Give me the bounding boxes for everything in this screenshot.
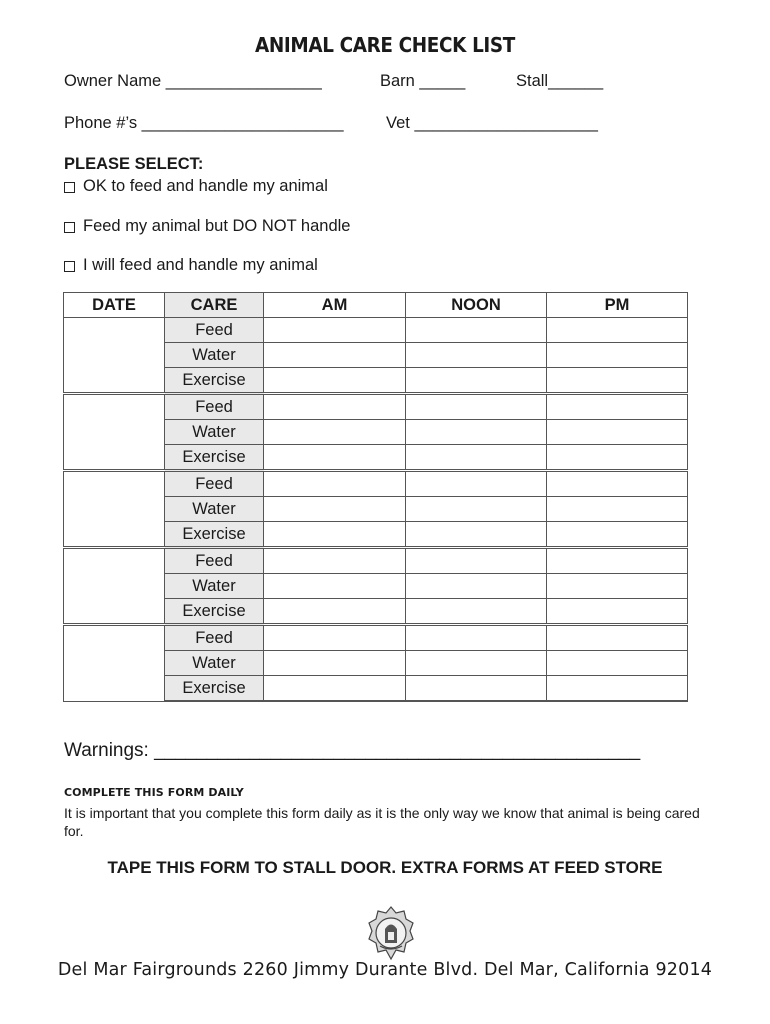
header-pm: PM (547, 293, 688, 318)
option-label: OK to feed and handle my animal (83, 177, 328, 195)
vet-field[interactable]: Vet ____________________ (386, 114, 598, 132)
checkbox-icon[interactable] (64, 182, 75, 193)
pm-check-cell[interactable] (547, 676, 688, 702)
table-row (64, 471, 688, 497)
pm-check-cell[interactable] (547, 394, 688, 420)
noon-check-cell[interactable] (406, 497, 547, 522)
warnings-field[interactable]: Warnings: ______________________________________________ (64, 740, 641, 761)
checkbox-icon[interactable] (64, 261, 75, 272)
noon-check-cell[interactable] (406, 651, 547, 676)
noon-check-cell[interactable] (406, 548, 547, 574)
am-check-cell[interactable] (264, 676, 406, 702)
care-item-cell: Feed (165, 471, 264, 497)
care-item-cell: Feed (165, 548, 264, 574)
date-cell[interactable] (64, 471, 165, 548)
noon-check-cell[interactable] (406, 522, 547, 548)
pm-check-cell[interactable] (547, 574, 688, 599)
pm-check-cell[interactable] (547, 497, 688, 522)
care-table (63, 292, 688, 702)
care-item-cell: Exercise (165, 368, 264, 394)
am-check-cell[interactable] (264, 497, 406, 522)
noon-check-cell[interactable] (406, 599, 547, 625)
complete-daily-text: It is important that you complete this form daily as it is the only way we know that animal is being cared for. (64, 805, 700, 839)
header-care: CARE (165, 293, 264, 318)
noon-check-cell[interactable] (406, 394, 547, 420)
phone-field[interactable]: Phone #’s ______________________ (64, 114, 344, 132)
date-cell[interactable] (64, 625, 165, 702)
am-check-cell[interactable] (264, 471, 406, 497)
header-noon: NOON (406, 293, 547, 318)
noon-check-cell[interactable] (406, 445, 547, 471)
care-item-cell: Water (165, 343, 264, 368)
care-item-cell: Feed (165, 625, 264, 651)
noon-check-cell[interactable] (406, 625, 547, 651)
date-cell[interactable] (64, 318, 165, 394)
am-check-cell[interactable] (264, 548, 406, 574)
checkbox-icon[interactable] (64, 222, 75, 233)
care-item-cell: Water (165, 497, 264, 522)
care-item-cell: Water (165, 651, 264, 676)
am-check-cell[interactable] (264, 394, 406, 420)
noon-check-cell[interactable] (406, 676, 547, 702)
complete-daily-heading: COMPLETE THIS FORM DAILY (64, 786, 244, 799)
am-check-cell[interactable] (264, 368, 406, 394)
noon-check-cell[interactable] (406, 471, 547, 497)
care-item-cell: Feed (165, 318, 264, 343)
am-check-cell[interactable] (264, 343, 406, 368)
care-item-cell: Feed (165, 394, 264, 420)
am-check-cell[interactable] (264, 420, 406, 445)
pm-check-cell[interactable] (547, 522, 688, 548)
pm-check-cell[interactable] (547, 471, 688, 497)
barn-field[interactable]: Barn _____ (380, 72, 466, 90)
table-row (64, 394, 688, 420)
noon-check-cell[interactable] (406, 420, 547, 445)
care-item-cell: Exercise (165, 522, 264, 548)
noon-check-cell[interactable] (406, 368, 547, 394)
noon-check-cell[interactable] (406, 343, 547, 368)
pm-check-cell[interactable] (547, 445, 688, 471)
table-row (64, 548, 688, 574)
pm-check-cell[interactable] (547, 318, 688, 343)
footer-address: Del Mar Fairgrounds 2260 Jimmy Durante Blvd. Del Mar, California 92014 (57, 960, 713, 980)
am-check-cell[interactable] (264, 445, 406, 471)
owner-name-field[interactable]: Owner Name _________________ (64, 72, 322, 90)
header-date: DATE (64, 293, 165, 318)
care-item-cell: Water (165, 574, 264, 599)
pm-check-cell[interactable] (547, 651, 688, 676)
table-row (64, 625, 688, 651)
option-ok-feed-handle[interactable] (64, 177, 328, 196)
pm-check-cell[interactable] (547, 420, 688, 445)
option-label: Feed my animal but DO NOT handle (83, 217, 351, 235)
pm-check-cell[interactable] (547, 625, 688, 651)
am-check-cell[interactable] (264, 574, 406, 599)
option-owner-feeds[interactable] (64, 256, 318, 275)
stall-field[interactable]: Stall______ (516, 72, 604, 90)
am-check-cell[interactable] (264, 318, 406, 343)
am-check-cell[interactable] (264, 651, 406, 676)
date-cell[interactable] (64, 394, 165, 471)
option-label: I will feed and handle my animal (83, 256, 318, 274)
noon-check-cell[interactable] (406, 574, 547, 599)
option-feed-no-handle[interactable] (64, 217, 350, 236)
am-check-cell[interactable] (264, 522, 406, 548)
fairgrounds-seal-icon (366, 905, 416, 961)
form-title: ANIMAL CARE CHECK LIST (255, 33, 515, 57)
care-item-cell: Exercise (165, 445, 264, 471)
pm-check-cell[interactable] (547, 548, 688, 574)
care-item-cell: Exercise (165, 599, 264, 625)
pm-check-cell[interactable] (547, 599, 688, 625)
am-check-cell[interactable] (264, 625, 406, 651)
pm-check-cell[interactable] (547, 368, 688, 394)
please-select-heading: PLEASE SELECT: (64, 155, 204, 173)
pm-check-cell[interactable] (547, 343, 688, 368)
table-row (64, 318, 688, 343)
care-item-cell: Water (165, 420, 264, 445)
noon-check-cell[interactable] (406, 318, 547, 343)
tape-notice: TAPE THIS FORM TO STALL DOOR. EXTRA FORMS AT FEED STORE (107, 858, 663, 877)
date-cell[interactable] (64, 548, 165, 625)
header-am: AM (264, 293, 406, 318)
am-check-cell[interactable] (264, 599, 406, 625)
care-item-cell: Exercise (165, 676, 264, 702)
